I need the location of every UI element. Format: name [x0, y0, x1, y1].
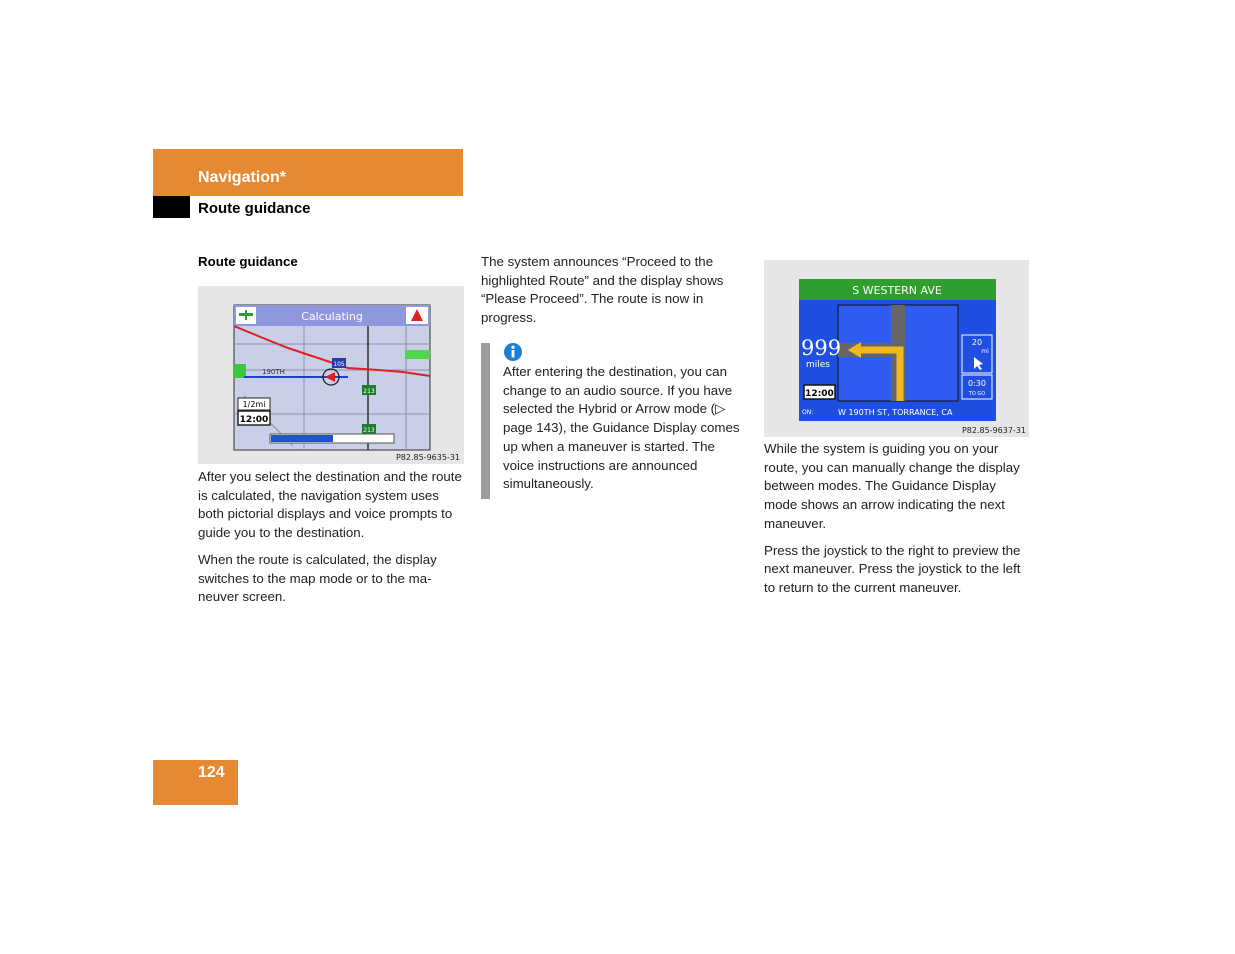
info-bar [481, 343, 490, 499]
info-icon [503, 342, 523, 362]
column-1-heading [198, 253, 464, 280]
paragraph: When the route is calculated, the display switches to the map mode or to the ma-neuver screen. [198, 551, 437, 605]
map-clock: 12:00 [239, 415, 269, 425]
guidance-on-label: ON: [802, 409, 814, 416]
guidance-screen-image [764, 260, 1029, 437]
guidance-clock: 12:00 [805, 389, 834, 399]
section-heading: Route guidance [198, 254, 298, 269]
column-3-body [764, 440, 1030, 606]
figure-1-code: P82.85-9635-31 [395, 453, 460, 462]
paragraph: After you select the destination and the route is calculated, the navigation system uses both pictorial displays and voice prompts to guide you to the destination. [198, 469, 462, 541]
guidance-current-street: W 190TH ST, TORRANCE, CA [838, 408, 953, 417]
info-note [481, 343, 747, 499]
header-subtitle: Route guidance [198, 200, 311, 217]
guidance-scale-value: 20 [971, 338, 983, 347]
column-1-body [198, 468, 464, 615]
figure-2-code: P82.85-9637-31 [961, 426, 1026, 435]
road-label: 190TH [262, 368, 285, 376]
shield-105: 105 [333, 361, 345, 368]
paragraph: While the system is guiding you on your route, you can manually change the display between modes. The Guidance Display mode shows an arrow indicating the next maneuver. [764, 441, 1020, 531]
header-title: Navigation* [198, 169, 287, 186]
shield-213-a: 213 [363, 388, 375, 395]
page-number: 124 [198, 764, 225, 781]
paragraph: Press the joystick to the right to preview the next maneuver. Press the joystick to the left to return to the current maneuver. [764, 542, 1021, 595]
map-screen-figure [198, 286, 464, 464]
guidance-distance: 999 [801, 336, 842, 360]
guidance-screen-figure [764, 260, 1029, 437]
paragraph: The system announces “Proceed to the highlighted Route” and the display shows “Please Proceed”. The route is now in progress. [481, 254, 724, 326]
header-marker [153, 196, 190, 218]
guidance-street: S WESTERN AVE [852, 284, 942, 297]
guidance-to-go-label: TO GO [968, 391, 986, 397]
info-text: After entering the destination, you can change to an audio source. If you have selected the Hybrid or Arrow mode (▷ page 143), the Guidance Display comes up when a maneuver is started. The voice instructions are announced simultaneously. [503, 364, 740, 492]
shield-213-b: 213 [363, 427, 375, 434]
guidance-scale-unit: mi [981, 348, 989, 355]
map-title: Calculating [301, 310, 363, 323]
map-scale: 1/2mi [242, 400, 266, 409]
guidance-distance-unit: miles [806, 360, 830, 370]
page-number-tab [153, 760, 238, 805]
column-2-body [481, 253, 747, 336]
guidance-time-to-go: 0:30 [968, 379, 986, 388]
map-screen-image [198, 286, 464, 464]
